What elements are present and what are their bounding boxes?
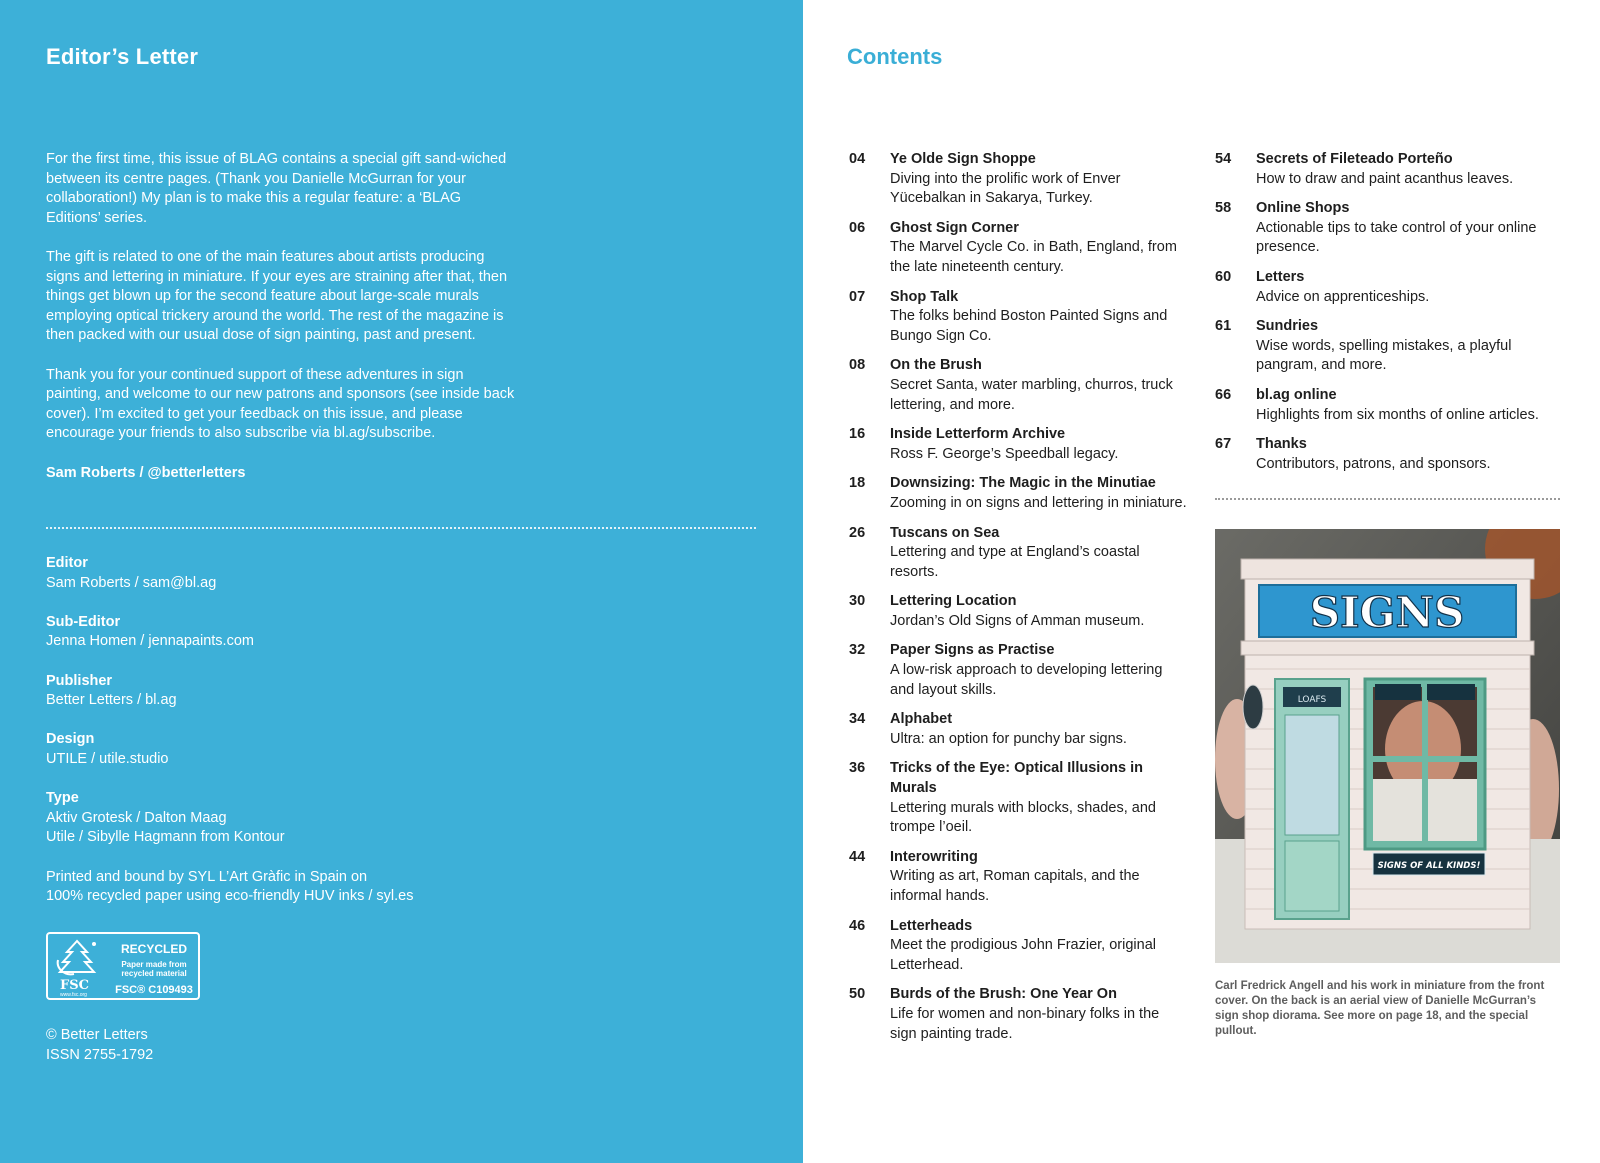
entry-page-number: 07 bbox=[849, 288, 866, 305]
entry-description: Ross F. George’s Speedball legacy. bbox=[890, 445, 1119, 462]
issn: ISSN 2755-1792 bbox=[46, 1046, 154, 1063]
contents-entry bbox=[849, 524, 1189, 583]
cover-photo bbox=[1215, 529, 1560, 963]
credit-label: Editor bbox=[46, 555, 88, 571]
entry-title: Inside Letterform Archive bbox=[890, 426, 1066, 443]
entry-title: On the Brush bbox=[890, 357, 982, 374]
letter-body bbox=[46, 150, 516, 503]
contents-entry bbox=[849, 356, 1189, 415]
entry-page-number: 34 bbox=[849, 711, 866, 728]
door-label: LOAFS bbox=[1297, 695, 1327, 705]
entry-page-number: 16 bbox=[849, 426, 866, 443]
entry-text bbox=[890, 425, 1189, 464]
letter-paragraph: For the first time, this issue of BLAG contains a special gift sand-wiched between its centre pages. (Thank you Danielle McGurran for your collaboration!) My plan is to make this a regular feature: a ‘BLAG Editions’ series. bbox=[46, 151, 507, 226]
entry-page-number: 67 bbox=[1215, 436, 1232, 453]
entry-text bbox=[890, 288, 1189, 347]
entry-text bbox=[890, 848, 1189, 907]
entry-text bbox=[890, 917, 1189, 976]
signature: Sam Roberts / @betterletters bbox=[46, 464, 246, 481]
contents-column-1 bbox=[849, 150, 1189, 1054]
fsc-word: FSC bbox=[60, 978, 89, 993]
entry-page-number: 08 bbox=[849, 357, 866, 374]
entry-text bbox=[890, 474, 1189, 513]
fsc-small-line: recycled material bbox=[121, 969, 187, 978]
entry-page-number: 50 bbox=[849, 986, 866, 1003]
credit-value: Aktiv Grotesk / Dalton Maag bbox=[46, 809, 227, 826]
contents-entry bbox=[849, 641, 1189, 700]
entry-title: Shop Talk bbox=[890, 288, 959, 305]
entry-page-number: 44 bbox=[849, 848, 866, 865]
entry-description: Highlights from six months of online articles. bbox=[1256, 406, 1539, 423]
fsc-url: www.fsc.org bbox=[60, 992, 87, 998]
contents-title: Contents bbox=[847, 44, 943, 69]
entry-description: Lettering murals with blocks, shades, and trompe l’oeil. bbox=[890, 799, 1156, 836]
entry-description: Jordan’s Old Signs of Amman museum. bbox=[890, 612, 1145, 629]
contents-entry bbox=[849, 917, 1189, 976]
contents-entry bbox=[849, 592, 1189, 631]
entry-title: Interowriting bbox=[890, 848, 978, 865]
entry-description: The folks behind Boston Painted Signs and Bungo Sign Co. bbox=[890, 308, 1168, 344]
divider bbox=[1215, 498, 1560, 500]
contents-entry bbox=[849, 759, 1189, 837]
entry-title: Secrets of Fileteado Porteño bbox=[1256, 151, 1453, 167]
credits bbox=[46, 554, 506, 929]
entry-text bbox=[1256, 386, 1575, 425]
entry-title: Tricks of the Eye: Optical Illusions in Murals bbox=[890, 760, 1144, 797]
entry-text bbox=[890, 524, 1189, 583]
entry-page-number: 46 bbox=[849, 917, 866, 934]
contents-entry bbox=[1215, 317, 1575, 376]
letter-paragraph: The gift is related to one of the main features about artists producing signs and lettering in miniature. If your eyes are straining after that, then things get blown up for the second feature about large-scale murals employing optical trickery around the world. The rest of the magazine is then packed with our usual dose of sign painting, past and present. bbox=[46, 248, 508, 344]
printer-line: 100% recycled paper using eco-friendly HUV inks / syl.es bbox=[46, 888, 414, 905]
entry-text bbox=[890, 592, 1189, 631]
entry-description: Lettering and type at England’s coastal resorts. bbox=[890, 544, 1140, 580]
entry-description: Actionable tips to take control of your online presence. bbox=[1256, 219, 1537, 256]
printer-line: Printed and bound by SYL L’Art Gràfic in Spain on bbox=[46, 868, 368, 885]
credit-publisher bbox=[46, 672, 506, 711]
entry-title: Sundries bbox=[1256, 318, 1319, 335]
entry-description: Meet the prodigious John Frazier, original Letterhead. bbox=[890, 937, 1156, 973]
fsc-recycled: RECYCLED bbox=[120, 942, 187, 956]
entry-title: Ye Olde Sign Shoppe bbox=[890, 151, 1036, 167]
sign-text: SIGNS bbox=[1309, 588, 1465, 637]
small-sign-text: SIGNS OF ALL KINDS! bbox=[1377, 861, 1481, 871]
credit-label: Design bbox=[46, 731, 95, 748]
entry-text bbox=[890, 150, 1189, 209]
fsc-code: FSC® C109493 bbox=[115, 984, 193, 996]
contents-entry bbox=[849, 219, 1189, 278]
entry-title: Online Shops bbox=[1256, 200, 1350, 217]
entry-description: Ultra: an option for punchy bar signs. bbox=[890, 730, 1127, 747]
entry-title: Letters bbox=[1256, 268, 1305, 285]
contents-entry bbox=[1215, 199, 1575, 258]
entry-text bbox=[1256, 435, 1575, 474]
entry-text bbox=[890, 641, 1189, 700]
contents-entry bbox=[849, 474, 1189, 513]
entry-title: Thanks bbox=[1256, 436, 1307, 453]
contents-entry bbox=[849, 150, 1189, 209]
entry-title: Paper Signs as Practise bbox=[890, 642, 1055, 659]
copyright-block bbox=[46, 1026, 153, 1065]
entry-description: Writing as art, Roman capitals, and the informal hands. bbox=[890, 868, 1140, 904]
contents-column-2 bbox=[1215, 150, 1575, 484]
contents-entry bbox=[849, 425, 1189, 464]
contents-entry bbox=[849, 848, 1189, 907]
credit-value: Sam Roberts / sam@bl.ag bbox=[46, 574, 217, 591]
entry-page-number: 61 bbox=[1215, 318, 1232, 335]
copyright: © Better Letters bbox=[46, 1027, 148, 1043]
contents-entry bbox=[849, 985, 1189, 1044]
entry-text bbox=[890, 759, 1189, 837]
entry-description: Advice on apprenticeships. bbox=[1256, 288, 1430, 305]
entry-title: Lettering Location bbox=[890, 593, 1017, 610]
entry-text bbox=[890, 356, 1189, 415]
credit-label: Type bbox=[46, 790, 79, 807]
entry-text bbox=[890, 985, 1189, 1044]
entry-description: How to draw and paint acanthus leaves. bbox=[1256, 170, 1514, 187]
miniature-sign-shop-image bbox=[1215, 529, 1560, 963]
entry-page-number: 30 bbox=[849, 593, 866, 610]
contents-entry bbox=[849, 288, 1189, 347]
contents-entry bbox=[1215, 435, 1575, 474]
credit-sub-editor bbox=[46, 613, 506, 652]
entry-text bbox=[1256, 268, 1575, 307]
credit-editor bbox=[46, 554, 506, 593]
entry-description: The Marvel Cycle Co. in Bath, England, from the late nineteenth century. bbox=[890, 239, 1177, 275]
credit-value: Better Letters / bl.ag bbox=[46, 692, 177, 709]
entry-text bbox=[1256, 150, 1575, 189]
contents-entry bbox=[849, 710, 1189, 749]
entry-description: Secret Santa, water marbling, churros, truck lettering, and more. bbox=[890, 376, 1173, 413]
entry-description: Wise words, spelling mistakes, a playful pangram, and more. bbox=[1256, 337, 1512, 374]
entry-text bbox=[1256, 317, 1575, 376]
entry-title: Tuscans on Sea bbox=[890, 524, 1000, 541]
entry-title: Ghost Sign Corner bbox=[890, 219, 1019, 236]
letter-paragraph: Thank you for your continued support of these adventures in sign painting, and welcome to our new patrons and sponsors (see inside back cover). I’m excited to get your feedback on this issue, and please encourage your friends to also subscribe via bl.ag/subscribe. bbox=[46, 366, 515, 442]
credit-value: UTILE / utile.studio bbox=[46, 750, 169, 767]
entry-text bbox=[890, 219, 1189, 278]
credit-value: Jenna Homen / jennapaints.com bbox=[46, 633, 254, 650]
printer-info bbox=[46, 868, 506, 907]
contents-entry bbox=[1215, 386, 1575, 425]
credit-value: Utile / Sibylle Hagmann from Kontour bbox=[46, 829, 285, 846]
entry-page-number: 32 bbox=[849, 642, 866, 659]
entry-title: Alphabet bbox=[890, 711, 953, 728]
fsc-small-text bbox=[108, 960, 200, 978]
page-title: Editor’s Letter bbox=[46, 44, 199, 69]
entry-page-number: 60 bbox=[1215, 268, 1232, 285]
entry-page-number: 58 bbox=[1215, 200, 1232, 217]
credit-design bbox=[46, 730, 506, 769]
entry-text bbox=[890, 710, 1189, 749]
entry-title: Burds of the Brush: One Year On bbox=[890, 986, 1117, 1003]
fsc-recycled-logo bbox=[46, 932, 200, 1000]
entry-description: A low-risk approach to developing lettering and layout skills. bbox=[890, 662, 1163, 698]
entry-page-number: 66 bbox=[1215, 386, 1232, 403]
entry-page-number: 26 bbox=[849, 524, 866, 541]
entry-description: Zooming in on signs and lettering in miniature. bbox=[890, 494, 1187, 511]
entry-page-number: 18 bbox=[849, 475, 866, 492]
contents-entry bbox=[1215, 268, 1575, 307]
entry-page-number: 54 bbox=[1215, 151, 1232, 167]
contents-entry bbox=[1215, 150, 1575, 189]
entry-description: Diving into the prolific work of Enver Yücebalkan in Sakarya, Turkey. bbox=[890, 170, 1121, 207]
entry-page-number: 06 bbox=[849, 219, 866, 236]
fsc-small-line: Paper made from bbox=[121, 960, 187, 969]
entry-page-number: 04 bbox=[849, 151, 866, 167]
entry-title: Letterheads bbox=[890, 917, 973, 934]
entry-description: Life for women and non-binary folks in the sign painting trade. bbox=[890, 1005, 1160, 1042]
photo-caption: Carl Fredrick Angell and his work in miniature from the front cover. On the back is an aerial view of Danielle McGurran’s sign shop diorama. See more on page 18, and the special pullout. bbox=[1215, 980, 1545, 1037]
entry-description: Contributors, patrons, and sponsors. bbox=[1256, 455, 1491, 472]
entry-title: bl.ag online bbox=[1256, 386, 1337, 403]
credit-type bbox=[46, 789, 506, 848]
entry-page-number: 36 bbox=[849, 760, 866, 777]
fsc-tree-icon bbox=[54, 938, 100, 978]
divider bbox=[46, 527, 756, 529]
entry-title: Downsizing: The Magic in the Minutiae bbox=[890, 475, 1156, 492]
credit-label: Sub-Editor bbox=[46, 613, 121, 630]
entry-text bbox=[1256, 199, 1575, 258]
credit-label: Publisher bbox=[46, 672, 113, 689]
